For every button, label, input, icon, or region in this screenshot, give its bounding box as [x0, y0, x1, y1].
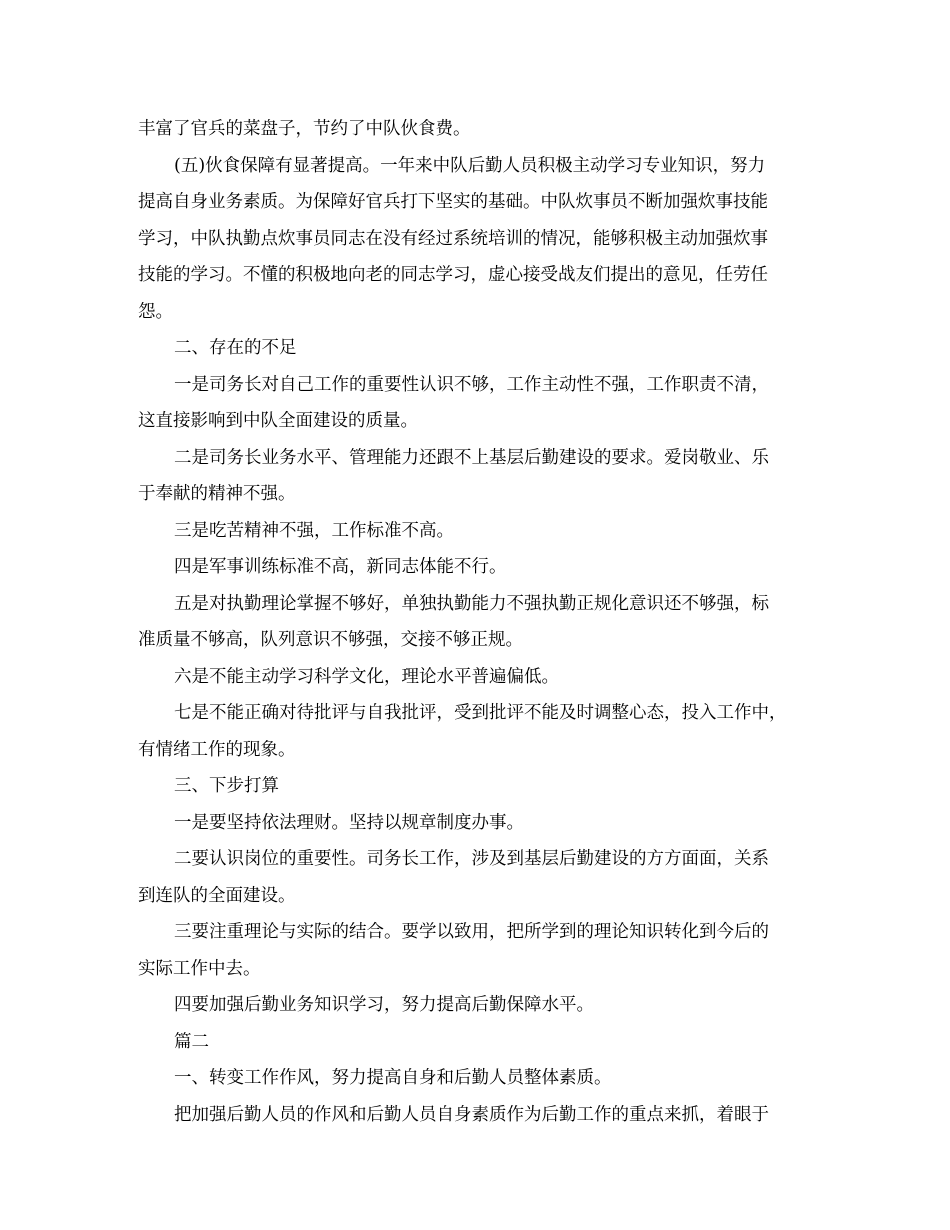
- text-line: 把加强后勤人员的作风和后勤人员自身素质作为后勤工作的重点来抓，着眼于: [174, 1105, 769, 1125]
- text-line: 六是不能主动学习科学文化，理论水平普遍偏低。: [174, 667, 559, 687]
- text-line: 三要注重理论与实际的结合。要学以致用，把所学到的理论知识转化到今后的: [174, 922, 769, 942]
- text-line: 学习，中队执勤点炊事员同志在没有经过系统培训的情况，能够积极主动加强炊事: [138, 229, 768, 249]
- text-line: 一是要坚持依法理财。坚持以规章制度办事。: [174, 813, 524, 833]
- text-line: 提高自身业务素质。为保障好官兵打下坚实的基础。中队炊事员不断加强炊事技能: [138, 192, 768, 212]
- text-line: 实际工作中去。: [138, 959, 261, 979]
- text-line: 这直接影响到中队全面建设的质量。: [138, 411, 418, 431]
- section-heading: 三、下步打算: [174, 776, 279, 796]
- section-heading: 二、存在的不足: [174, 338, 297, 358]
- text-line: 七是不能正确对待批评与自我批评，受到批评不能及时调整心态，投入工作中，: [174, 703, 787, 723]
- section-heading: 一、转变工作作风，努力提高自身和后勤人员整体素质。: [174, 1068, 612, 1088]
- text-line: 到连队的全面建设。: [138, 886, 296, 906]
- text-line: 二要认识岗位的重要性。司务长工作，涉及到基层后勤建设的方方面面，关系: [174, 849, 769, 869]
- text-line: 二是司务长业务水平、管理能力还跟不上基层后勤建设的要求。爱岗敬业、乐: [174, 448, 769, 468]
- section-heading: 篇二: [174, 1032, 209, 1052]
- text-line: 四是军事训练标准不高，新同志体能不行。: [174, 557, 507, 577]
- text-line: 四要加强后勤业务知识学习，努力提高后勤保障水平。: [174, 995, 594, 1015]
- text-line: 技能的学习。不懂的积极地向老的同志学习，虚心接受战友们提出的意见，任劳任: [138, 265, 768, 285]
- text-line: 丰富了官兵的菜盘子，节约了中队伙食费。: [138, 119, 471, 139]
- text-line: 准质量不够高，队列意识不够强，交接不够正规。: [138, 630, 523, 650]
- text-line: (五)伙食保障有显著提高。一年来中队后勤人员积极主动学习专业知识，努力: [174, 156, 766, 176]
- text-line: 一是司务长对自己工作的重要性认识不够，工作主动性不强，工作职责不清，: [174, 375, 769, 395]
- text-line: 怨。: [138, 302, 173, 322]
- text-line: 五是对执勤理论掌握不够好，单独执勤能力不强执勤正规化意识还不够强，标: [174, 594, 769, 614]
- text-line: 有情绪工作的现象。: [138, 740, 296, 760]
- text-line: 三是吃苦精神不强，工作标准不高。: [174, 521, 454, 541]
- text-line: 于奉献的精神不强。: [138, 484, 296, 504]
